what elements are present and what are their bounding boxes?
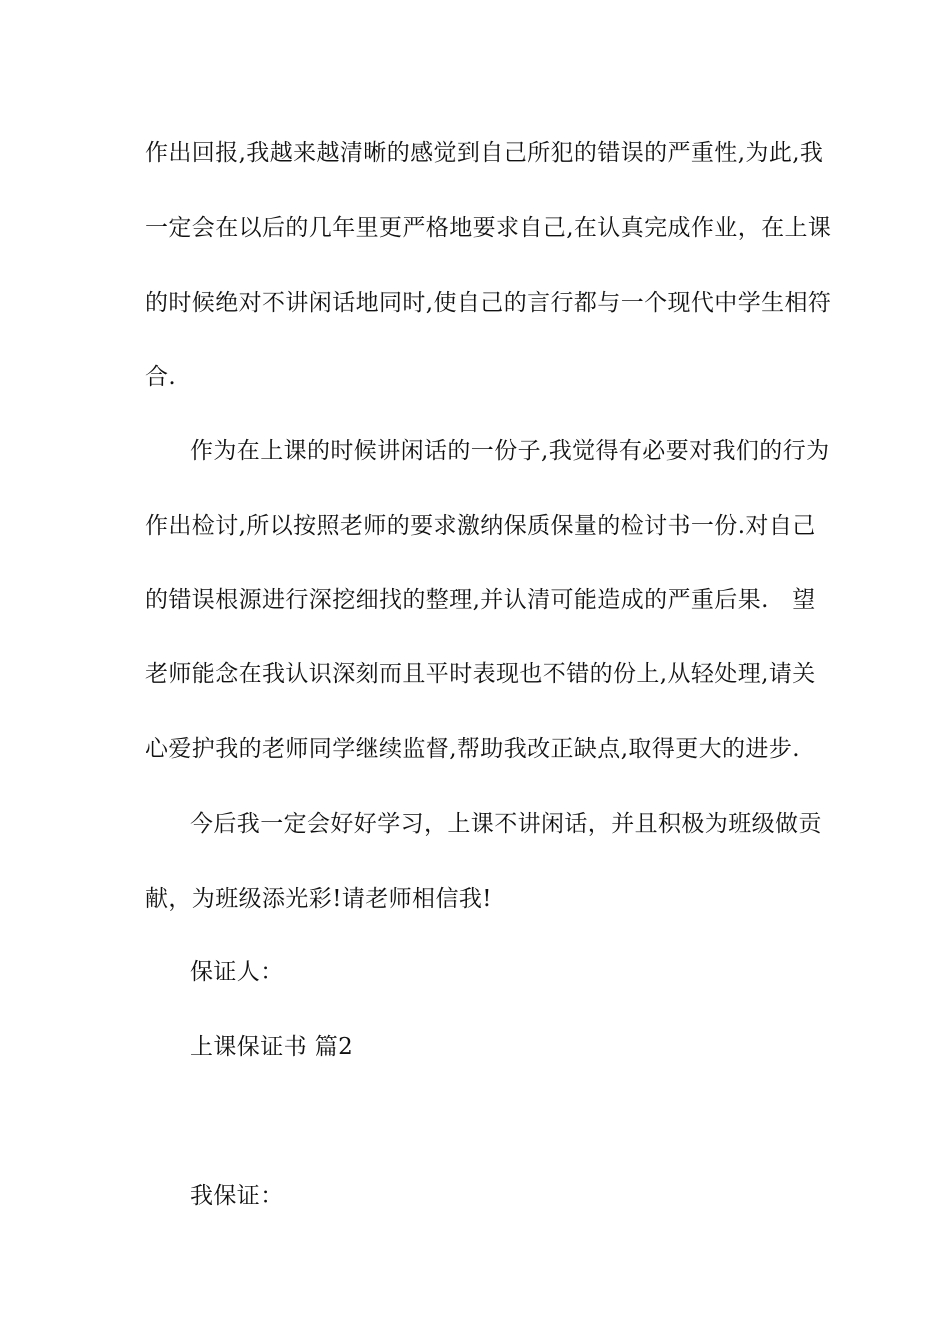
pledge-label: 我保证：	[190, 1183, 284, 1209]
paragraph-3-line-2: 献，为班级添光彩!请老师相信我!	[145, 886, 492, 912]
paragraph-1-line-2: 一定会在以后的几年里更严格地要求自己,在认真完成作业，在上课	[145, 215, 832, 241]
paragraph-2-line-1: 作为在上课的时候讲闲话的一份子,我觉得有必要对我们的行为	[190, 438, 830, 464]
guarantor-label: 保证人：	[190, 959, 284, 985]
paragraph-2-line-4: 老师能念在我认识深刻而且平时表现也不错的份上,从轻处理,请关	[145, 661, 816, 687]
paragraph-3-line-1: 今后我一定会好好学习，上课不讲闲话，并且积极为班级做贡	[190, 811, 822, 837]
paragraph-1-line-1: 作出回报,我越来越清晰的感觉到自己所犯的错误的严重性,为此,我	[145, 140, 824, 166]
section-title: 上课保证书 篇2	[190, 1034, 354, 1060]
paragraph-1-line-3: 的时候绝对不讲闲话地同时,使自己的言行都与一个现代中学生相符	[145, 290, 832, 316]
paragraph-2-line-5: 心爱护我的老师同学继续监督,帮助我改正缺点,取得更大的进步.	[145, 736, 800, 762]
paragraph-2-line-2: 作出检讨,所以按照老师的要求激纳保质保量的检讨书一份.对自己	[145, 513, 816, 539]
paragraph-1-line-4: 合.	[145, 364, 177, 390]
paragraph-2-line-3: 的错误根源进行深挖细找的整理,并认清可能造成的严重后果. 望	[145, 587, 816, 613]
